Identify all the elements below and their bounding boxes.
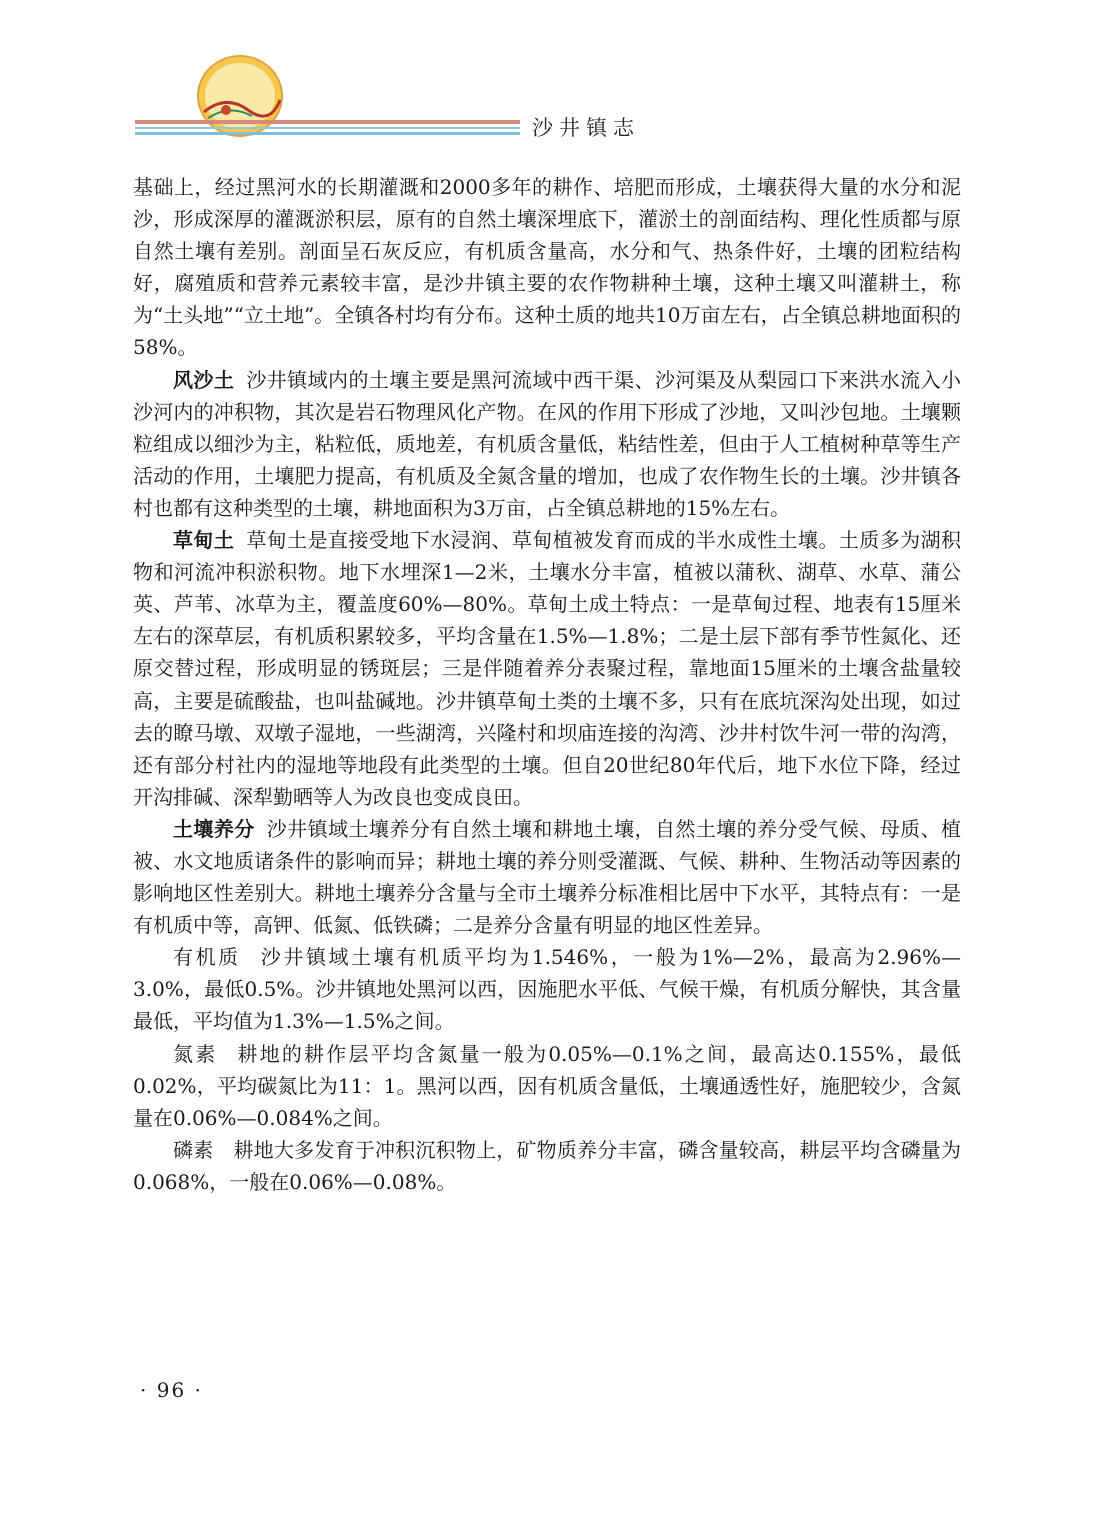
paragraph-caodiantu — [133, 524, 961, 813]
paragraph-text: 沙井镇域土壤有机质平均为1.546%，一般为1%—2%，最高为2.96%—3.0%，最低0.5%。沙井镇地处黑河以西，因施肥水平低、气候干燥，有机质分解快，其含量最低，平均值为1.3%—1.5%之间。 — [133, 945, 961, 1034]
paragraph-youjizhi — [133, 941, 961, 1037]
section-heading: 风沙土 — [173, 367, 235, 392]
nutrient-label: 有机质 — [173, 945, 241, 970]
nutrient-label: 氮素 — [173, 1041, 218, 1066]
section-heading: 草甸土 — [173, 528, 235, 553]
paragraph-linsu — [133, 1134, 961, 1198]
town-emblem-logo — [196, 54, 284, 138]
page-header — [0, 0, 1093, 150]
header-rule-light-blue — [135, 127, 520, 129]
paragraph-text: 草甸土是直接受地下水浸润、草甸植被发育而成的半水成性土壤。土质多为湖积物和河流冲积淤积物。地下水埋深1—2米，土壤水分丰富，植被以蒲秋、湖草、水草、蒲公英、芦苇、冰草为主，覆盖度60%—80%。草甸土成土特点：一是草甸过程、地表有15厘米左右的深草层，有机质积累较多，平均含量在1.5%—1.8%；二是土层下部有季节性氮化、还原交替过程，形成明显的锈斑层；三是伴随着养分表聚过程，靠地面15厘米的土壤含盐量较高，主要是硫酸盐，也叫盐碱地。沙井镇草甸土类的土壤不多，只有在底坑深沟处出现，如过去的瞭马墩、双墩子湿地，一些湖湾，兴隆村和坝庙连接的沟湾、沙井村饮牛河一带的沟湾，还有部分村社内的湿地等地段有此类型的土壤。但自20世纪80年代后，地下水位下降，经过开沟排碱、深犁勤晒等人为改良也变成良田。 — [133, 528, 962, 809]
paragraph-text: 沙井镇域内的土壤主要是黑河流域中西干渠、沙河渠及从梨园口下来洪水流入小沙河内的冲积物，其次是岩石物理风化产物。在风的作用下形成了沙地，又叫沙包地。土壤颗粒组成以细沙为主，粘粒低，质地差，有机质含量低，粘结性差，但由于人工植树种草等生产活动的作用，土壤肥力提高，有机质及全氮含量的增加，也成了农作物生长的土壤。沙井镇各村也都有这种类型的土壤，耕地面积为3万亩，占全镇总耕地的15%左右。 — [133, 367, 962, 520]
header-rule-blue — [135, 132, 520, 135]
paragraph-fengshatu — [133, 364, 961, 524]
running-header-title: 沙井镇志 — [532, 116, 640, 140]
paragraph-text: 耕地大多发育于冲积沉积物上，矿物质养分丰富，磷含量较高，耕层平均含磷量为0.068%，一般在0.06%—0.08%。 — [133, 1137, 962, 1194]
paragraph-text: 耕地的耕作层平均含氮量一般为0.05%—0.1%之间，最高达0.155%，最低0.02%，平均碳氮比为11：1。黑河以西，因有机质含量低，土壤通透性好，施肥较少，含氮量在0.06%—0.084%之间。 — [133, 1041, 962, 1130]
continued-paragraph — [133, 171, 961, 364]
header-rule-red — [135, 120, 520, 124]
paragraph-text: 沙井镇域土壤养分有自然土壤和耕地土壤，自然土壤的养分受气候、母质、植被、水文地质诸条件的影响而异；耕地土壤的养分则受灌溉、气候、耕种、生物活动等因素的影响地区性差别大。耕地土壤养分含量与全市土壤养分标准相比居中下水平，其特点有：一是有机质中等，高钾、低氮、低铁磷；二是养分含量有明显的地区性差异。 — [133, 816, 962, 938]
paragraph-dansu — [133, 1038, 961, 1134]
page-body — [133, 171, 961, 1198]
nutrient-label: 磷素 — [173, 1137, 214, 1162]
section-heading: 土壤养分 — [173, 816, 255, 841]
paragraph-text: 基础上，经过黑河水的长期灌溉和2000多年的耕作、培肥而形成，土壤获得大量的水分和泥沙，形成深厚的灌溉淤积层，原有的自然土壤深埋底下，灌淤土的剖面结构、理化性质都与原自然土壤有差别。剖面呈石灰反应，有机质含量高，水分和气、热条件好，土壤的团粒结构好，腐殖质和营养元素较丰富，是沙井镇主要的农作物耕种土壤，这种土壤又叫灌耕土，称为“土头地”“立土地”。全镇各村均有分布。这种土质的地共10万亩左右，占全镇总耕地面积的58%。 — [133, 175, 961, 360]
page-number: · 96 · — [140, 1378, 203, 1402]
paragraph-turang-yangfen — [133, 813, 961, 941]
